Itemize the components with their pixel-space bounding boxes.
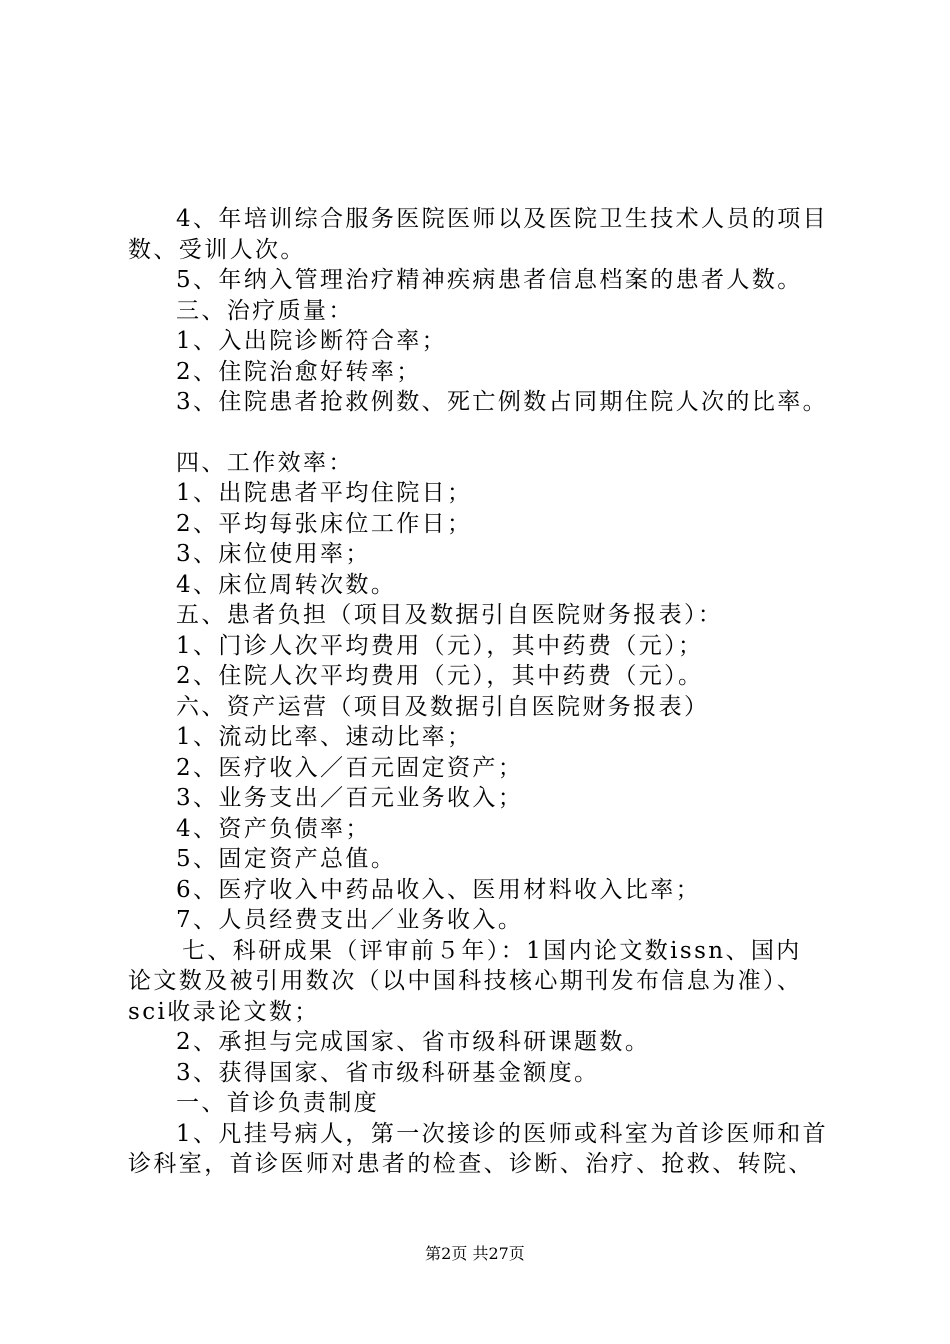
paragraph-line: 5、年纳入管理治疗精神疾病患者信息档案的患者人数。 [176, 267, 803, 293]
section-heading: 一、首诊负责制度 [176, 1090, 380, 1116]
paragraph-line: 3、床位使用率； [176, 541, 371, 567]
paragraph-line: 4、资产负债率； [176, 815, 371, 842]
paragraph-line: 1、入出院诊断符合率； [176, 328, 448, 354]
section-heading: 六、资产运营（项目及数据引自医院财务报表） [176, 693, 710, 720]
paragraph-line: 2、承担与完成国家、省市级科研课题数。 [176, 1029, 651, 1055]
section-heading: 四、工作效率： [176, 449, 354, 476]
blank-line [128, 418, 828, 448]
paragraph-line: 1、流动比率、速动比率； [176, 724, 473, 750]
paragraph-line: 1、出院患者平均住院日； [176, 480, 473, 506]
paragraph-line: 2、医疗收入／百元固定资产； [176, 754, 524, 781]
paragraph-line: 1、凡挂号病人，第一次接诊的医师或科室为首诊医师和首 [176, 1120, 829, 1147]
paragraph-line: 7、人员经费支出／业务收入。 [176, 907, 524, 933]
paragraph-line: 3、住院患者抢救例数、死亡例数占同期住院人次的比率。 [176, 389, 829, 415]
paragraph-line: 2、平均每张床位工作日； [176, 510, 473, 537]
paragraph-line: 诊科室，首诊医师对患者的检查、诊断、治疗、抢救、转院、 [128, 1151, 814, 1177]
paragraph-line: 5、固定资产总值。 [176, 846, 397, 872]
section-heading: 五、患者负担（项目及数据引自医院财务报表）： [176, 602, 724, 628]
paragraph-line: 2、住院人次平均费用（元），其中药费（元）。 [176, 663, 704, 689]
paragraph-line: 1、门诊人次平均费用（元），其中药费（元）； [176, 632, 704, 659]
paragraph-line: 3、业务支出／百元业务收入； [176, 785, 524, 811]
paragraph-line: 3、获得国家、省市级科研基金额度。 [176, 1059, 600, 1086]
paragraph-line: 4、年培训综合服务医院医师以及医院卫生技术人员的项目 [176, 206, 829, 232]
paragraph-line: 数、受训人次。 [128, 236, 306, 263]
paragraph-line: 2、住院治愈好转率； [176, 358, 422, 385]
section-heading: 七、科研成果（评审前５年）：1国内论文数issn、国内 [182, 937, 802, 964]
document-body [128, 204, 828, 1180]
section-heading: 三、治疗质量： [176, 297, 354, 324]
paragraph-line: 论文数及被引用数次（以中国科技核心期刊发布信息为准）、 [128, 968, 803, 994]
page-number-footer: 第2页 共27页 [425, 1244, 525, 1263]
paragraph-line: 6、医疗收入中药品收入、医用材料收入比率； [176, 876, 702, 903]
paragraph-line: 4、床位周转次数。 [176, 571, 397, 598]
paragraph-line: sci收录论文数； [128, 998, 320, 1025]
